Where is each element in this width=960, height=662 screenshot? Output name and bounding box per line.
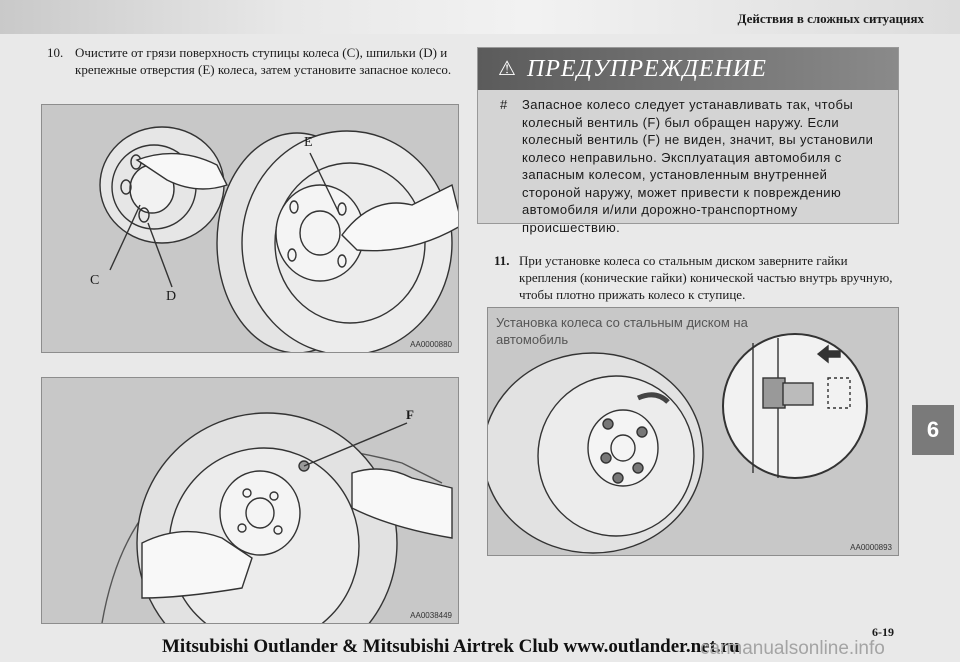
step-10-text: Очистите от грязи поверхность ступицы колеса (C), шпильки (D) и крепежные отверстия (E) колеса, затем установите запасное колесо. <box>75 45 452 77</box>
footer-text: Mitsubishi Outlander & Mitsubishi Airtrek Club www.outlander.net.ru <box>162 636 740 657</box>
figure-code: AA0000893 <box>850 543 892 552</box>
label-c: C <box>90 273 100 288</box>
page-number: 6-19 <box>872 625 894 639</box>
warning-header <box>478 48 898 90</box>
step-11 <box>494 252 904 303</box>
section-title: Действия в сложных ситуациях <box>737 11 924 26</box>
mounting-wheel-illustration <box>42 378 458 623</box>
figure-hub-cleaning <box>41 104 459 353</box>
warning-title: ПРЕДУПРЕЖДЕНИЕ <box>526 56 767 82</box>
footer-watermark: carmanualsonline.info <box>700 638 885 659</box>
warning-triangle-icon: ⚠ <box>498 58 517 80</box>
step-11-text: При установке колеса со стальным диском заверните гайки крепления (конические гайки) конической частью внутрь вручную, чтобы плотно прижать колесо к ступице. <box>519 253 893 302</box>
figure-code: AA0000880 <box>410 340 452 349</box>
label-f: F <box>406 407 414 422</box>
figure-caption-line1: Установка колеса со стальным диском на <box>496 315 748 330</box>
figure-caption-line2: автомобиль <box>496 332 569 347</box>
step-10-number: 10. <box>47 45 64 60</box>
figure-code: AA0038449 <box>410 611 452 620</box>
warning-box <box>477 47 899 235</box>
figure-mounting-wheel <box>41 377 459 624</box>
label-d: D <box>166 289 177 304</box>
label-e: E <box>304 135 313 150</box>
figure-caption <box>496 314 748 348</box>
hub-cleaning-illustration <box>42 105 458 352</box>
page-header <box>0 0 960 34</box>
warning-bullet: # <box>500 97 508 112</box>
step-11-number: 11. <box>494 253 510 268</box>
chapter-tab: 6 <box>912 405 954 455</box>
warning-text: Запасное колесо следует устанавливать так, чтобы колесный вентиль (F) был обращен наружу. Если колесный вентиль (F) не виден, значит, вы установили колесо неправильно. Эксплуатация автомобиля с запасным колесом, установленным внутренней стороной наружу, может привести к повреждению автомобиля и/или дорожно-транспортному происшествию. <box>522 97 874 235</box>
warning-body <box>478 90 898 236</box>
step-10 <box>47 44 457 78</box>
figure-steel-wheel <box>487 307 899 556</box>
